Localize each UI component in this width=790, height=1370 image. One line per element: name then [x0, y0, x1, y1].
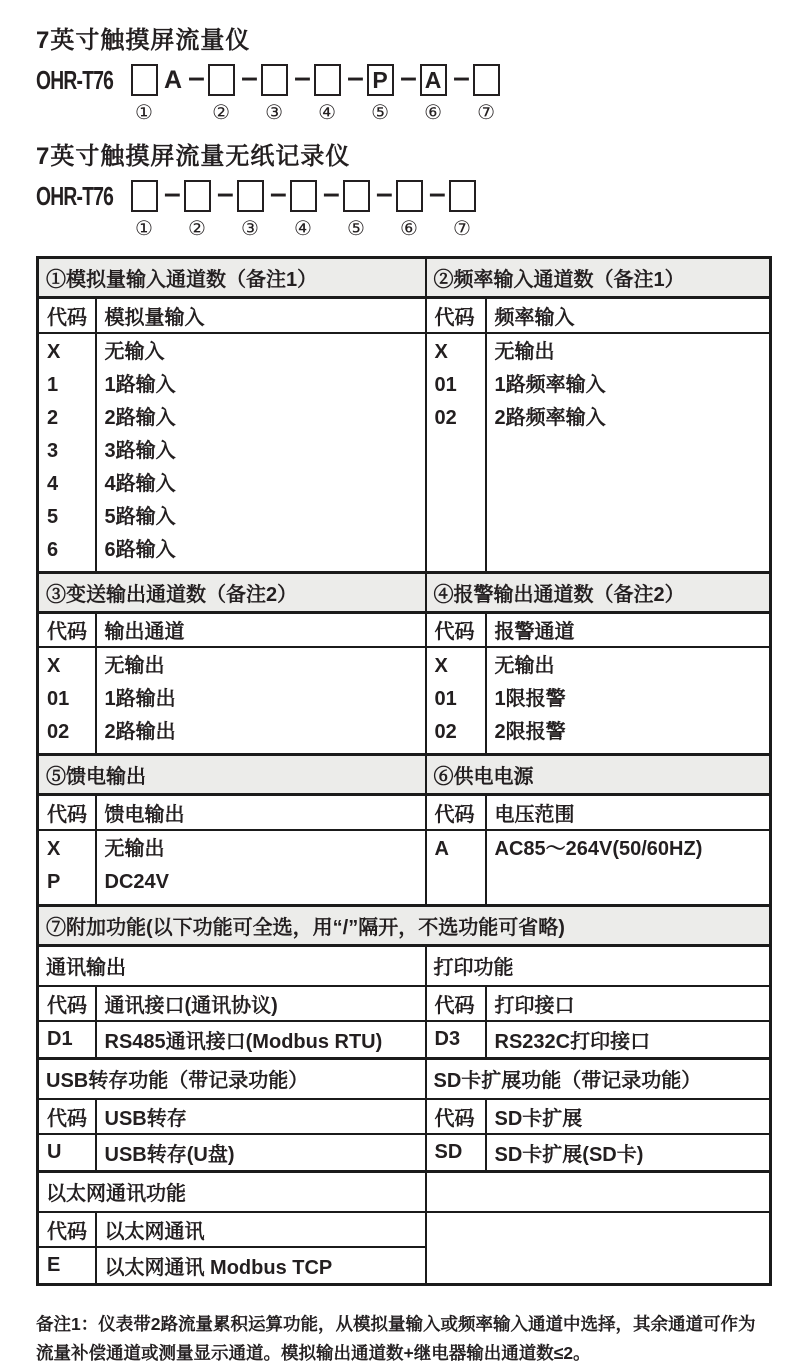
model-box-3 — [261, 64, 288, 96]
section-2-options — [486, 333, 771, 573]
position-marker-6: ⑥ — [400, 218, 418, 240]
ethernet-function-header: 以太网通讯功能 — [38, 1172, 426, 1212]
position-marker-7: ⑦ — [477, 102, 496, 124]
subheader-row — [38, 298, 771, 333]
option-label: 6路输入 — [104, 538, 176, 561]
subheader-row — [38, 1212, 771, 1247]
model-box-6 — [396, 180, 423, 212]
model-slot-3 — [260, 64, 288, 123]
option-label: 1路输出 — [104, 688, 176, 710]
model-prefix: OHR-T76 — [36, 65, 114, 95]
position-marker-2: ② — [212, 102, 231, 124]
model-slot-5 — [342, 180, 370, 239]
section-2-col-label: 频率输入 — [486, 298, 771, 333]
model-box-4 — [314, 64, 341, 96]
code-column-header: 代码 — [38, 1212, 96, 1247]
subheader-row — [38, 795, 771, 830]
code-value: A — [434, 837, 449, 860]
dash-separator: – — [347, 61, 364, 94]
code-value: X — [47, 837, 61, 860]
empty-cell — [426, 1212, 771, 1285]
option-label: 1路频率输入 — [494, 373, 606, 396]
option-label: 无输出 — [104, 837, 165, 860]
dash-separator: – — [188, 61, 205, 94]
code-value: 01 — [434, 688, 457, 710]
position-marker-7: ⑦ — [453, 218, 471, 240]
dash-separator: – — [270, 177, 287, 210]
dash-separator: – — [400, 61, 417, 94]
model-slot-6 — [395, 180, 423, 239]
position-marker-4: ④ — [294, 218, 312, 240]
subheader-row — [38, 612, 771, 647]
model-slot-1 — [130, 180, 158, 239]
product-1-model-line — [36, 61, 770, 126]
code-value: P — [47, 870, 61, 893]
section-1-codes — [38, 333, 96, 573]
option-label: 无输出 — [104, 655, 165, 677]
code-value: X — [47, 655, 61, 677]
code-value: 5 — [47, 505, 59, 528]
code-value: D3 — [426, 1021, 486, 1059]
section-5-options — [96, 830, 426, 906]
section-2-header: ②频率输入通道数（备注1） — [426, 258, 771, 298]
code-value: X — [47, 340, 61, 363]
option-label: 3路输入 — [104, 439, 176, 462]
section-row-1-2 — [38, 258, 771, 298]
subheader-row — [38, 986, 771, 1021]
code-column-header: 代码 — [426, 612, 486, 647]
dash-separator: – — [217, 177, 234, 210]
dash-separator: – — [376, 177, 393, 210]
section-4-options — [486, 647, 771, 755]
code-column-header: 代码 — [38, 612, 96, 647]
footnote-line: 备注1：仪表带2路流量累积运算功能，从模拟量输入或频率输入通道中选择，其余通道可作为 — [36, 1314, 756, 1334]
code-value: 6 — [47, 538, 59, 561]
sd-function-header: SD卡扩展功能（带记录功能） — [426, 1059, 771, 1099]
option-label: RS485通讯接口(Modbus RTU) — [96, 1021, 426, 1059]
group-header-row — [38, 1172, 771, 1212]
section-3-codes — [38, 647, 96, 755]
footnote-line: 流量补偿通道或测量显示通道。模拟输出通道数+继电器输出通道数≤2。 — [36, 1343, 591, 1363]
product-2-model-line — [36, 177, 770, 242]
model-slot-4 — [313, 64, 341, 123]
model-box-6-letter-a: A — [420, 64, 447, 96]
option-label: 2路输出 — [104, 721, 176, 743]
code-column-header: 代码 — [38, 986, 96, 1021]
usb-col-label: USB转存 — [96, 1099, 426, 1134]
section-5-codes — [38, 830, 96, 906]
model-box-2 — [184, 180, 211, 212]
model-box-1 — [131, 180, 158, 212]
product-1-title: 7英寸触摸屏流量仪 — [36, 27, 251, 54]
model-prefix: OHR-T76 — [36, 181, 114, 211]
model-slot-7 — [472, 64, 500, 123]
section-5-col-label: 馈电输出 — [96, 795, 426, 830]
position-marker-5: ⑤ — [371, 102, 390, 124]
code-value: 02 — [434, 721, 457, 743]
position-marker-3: ③ — [241, 218, 259, 240]
code-value: 2 — [47, 406, 59, 429]
usb-function-header: USB转存功能（带记录功能） — [38, 1059, 426, 1099]
model-slot-1 — [130, 64, 158, 123]
option-label: 2路频率输入 — [494, 406, 606, 429]
body-row — [38, 1021, 771, 1059]
position-marker-1: ① — [135, 102, 153, 124]
code-value: 1 — [47, 373, 59, 396]
option-label: 1路输入 — [104, 373, 176, 396]
print-col-label: 打印接口 — [486, 986, 771, 1021]
code-column-header: 代码 — [38, 1099, 96, 1134]
position-marker-6: ⑥ — [424, 102, 443, 124]
section-row-3-4 — [38, 572, 771, 612]
model-slot-7 — [448, 180, 476, 239]
model-slot-2 — [207, 64, 235, 123]
ordering-spec-table — [36, 256, 772, 1286]
model-fixed-letter: A — [164, 66, 183, 94]
sd-col-label: SD卡扩展 — [486, 1099, 771, 1134]
dash-separator: – — [453, 61, 470, 94]
model-box-5 — [343, 180, 370, 212]
code-value: SD — [426, 1134, 486, 1172]
model-box-1 — [131, 64, 158, 96]
option-label: 无输出 — [494, 340, 555, 363]
model-slot-3 — [236, 180, 264, 239]
section-row-5-6 — [38, 755, 771, 795]
section-2-codes — [426, 333, 486, 573]
print-function-header: 打印功能 — [426, 946, 771, 986]
option-label: 2路输入 — [104, 406, 176, 429]
section-3-header: ③变送输出通道数（备注2） — [38, 572, 426, 612]
code-value: X — [434, 655, 448, 677]
section-3-options — [96, 647, 426, 755]
section-5-header: ⑤馈电输出 — [38, 755, 426, 795]
empty-cell — [426, 1172, 771, 1212]
code-value: D1 — [38, 1021, 96, 1059]
code-value: 3 — [47, 439, 59, 462]
section-1-header: ①模拟量输入通道数（备注1） — [38, 258, 426, 298]
section-7-header: ⑦附加功能(以下功能可全选，用“/”隔开，不选功能可省略) — [38, 906, 771, 946]
option-label: 以太网通讯 Modbus TCP — [96, 1247, 426, 1285]
section-6-options — [486, 830, 771, 906]
dash-separator: – — [429, 177, 446, 210]
section-3-col-label: 输出通道 — [96, 612, 426, 647]
section-1-options — [96, 333, 426, 573]
body-row — [38, 333, 771, 573]
code-column-header: 代码 — [426, 298, 486, 333]
body-row — [38, 830, 771, 906]
position-marker-4: ④ — [318, 102, 337, 124]
option-label: 4路输入 — [104, 472, 176, 495]
option-label: AC85～264V(50/60HZ) — [494, 837, 703, 860]
section-1-col-label: 模拟量输入 — [96, 298, 426, 333]
body-row — [38, 1134, 771, 1172]
option-label: 无输出 — [494, 655, 555, 677]
code-column-header: 代码 — [38, 298, 96, 333]
footnote — [36, 1310, 772, 1368]
option-label: 5路输入 — [104, 505, 176, 528]
section-6-codes — [426, 830, 486, 906]
option-label: DC24V — [104, 870, 169, 893]
code-value: 02 — [434, 406, 457, 429]
code-value: 4 — [47, 472, 59, 495]
option-label: RS232C打印接口 — [486, 1021, 771, 1059]
code-value: E — [38, 1247, 96, 1285]
position-marker-1: ① — [135, 218, 153, 240]
model-box-4 — [290, 180, 317, 212]
section-4-header: ④报警输出通道数（备注2） — [426, 572, 771, 612]
model-box-2 — [208, 64, 235, 96]
option-label: SD卡扩展(SD卡) — [486, 1134, 771, 1172]
model-slot-2 — [183, 180, 211, 239]
comm-output-header: 通讯输出 — [38, 946, 426, 986]
group-header-row — [38, 946, 771, 986]
code-column-header: 代码 — [38, 795, 96, 830]
dash-separator: – — [241, 61, 258, 94]
ethernet-col-label: 以太网通讯 — [96, 1212, 426, 1247]
model-box-7 — [449, 180, 476, 212]
model-slot-4 — [289, 180, 317, 239]
body-row — [38, 647, 771, 755]
code-value: U — [38, 1134, 96, 1172]
code-value: 02 — [47, 721, 70, 743]
model-box-5-letter-p: P — [367, 64, 394, 96]
position-marker-3: ③ — [265, 102, 284, 124]
dash-separator: – — [294, 61, 311, 94]
option-label: USB转存(U盘) — [96, 1134, 426, 1172]
option-label: 2限报警 — [494, 721, 566, 743]
section-4-col-label: 报警通道 — [486, 612, 771, 647]
code-column-header: 代码 — [426, 1099, 486, 1134]
code-column-header: 代码 — [426, 795, 486, 830]
subheader-row — [38, 1099, 771, 1134]
dash-separator: – — [164, 177, 181, 210]
section-row-7 — [38, 906, 771, 946]
model-slot-5 — [366, 64, 394, 123]
model-box-3 — [237, 180, 264, 212]
model-box-7 — [473, 64, 500, 96]
code-value: 01 — [434, 373, 457, 396]
comm-col-label: 通讯接口(通讯协议) — [96, 986, 426, 1021]
model-slot-6 — [419, 64, 447, 123]
code-value: 01 — [47, 688, 70, 710]
code-column-header: 代码 — [426, 986, 486, 1021]
position-marker-5: ⑤ — [347, 218, 365, 240]
section-6-col-label: 电压范围 — [486, 795, 771, 830]
product-2-title: 7英寸触摸屏流量无纸记录仪 — [36, 143, 351, 170]
option-label: 无输入 — [104, 340, 165, 363]
dash-separator: – — [323, 177, 340, 210]
option-label: 1限报警 — [494, 688, 566, 710]
group-header-row — [38, 1059, 771, 1099]
position-marker-2: ② — [188, 218, 206, 240]
section-4-codes — [426, 647, 486, 755]
code-value: X — [434, 340, 448, 363]
section-6-header: ⑥供电电源 — [426, 755, 771, 795]
